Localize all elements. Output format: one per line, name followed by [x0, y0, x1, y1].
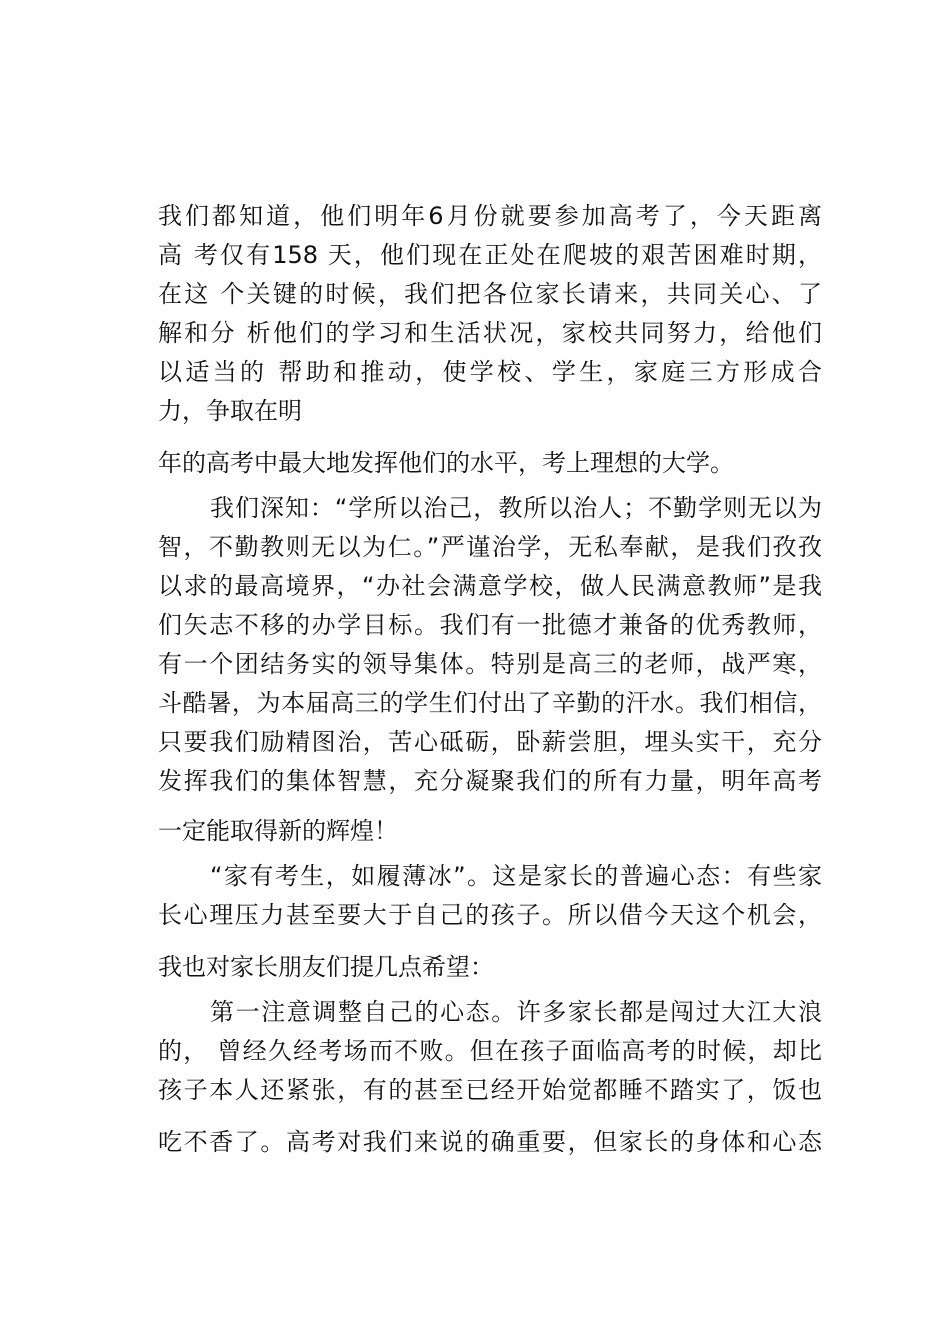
text-line: 我们深知：“学所以治己，教所以治人；不勤学则无以为	[210, 494, 822, 522]
text-line: 我也对家长朋友们提几点希望：	[158, 953, 494, 981]
text-line: “家有考生，如履薄冰”。这是家长的普遍心态：有些家	[210, 862, 822, 890]
text-line: 以求的最高境界，“办社会满意学校，做人民满意教师”是我	[158, 572, 822, 600]
text-line: 的， 曾经久经考场而不败。但在孩子面临高考的时候，却比	[158, 1037, 822, 1065]
text-line: 智，不勤教则无以为仁。”严谨治学，无私奉献，是我们孜孜	[158, 533, 822, 561]
text-line: 们矢志不移的办学目标。我们有一批德才兼备的优秀教师，	[158, 611, 822, 639]
text-line: 只要我们励精图治，苦心砥砺，卧薪尝胆，埋头实干，充分	[158, 728, 822, 756]
text-line: 以适当的 帮助和推动，使学校、学生，家庭三方形成合	[158, 358, 822, 386]
text-line: 力，争取在明	[158, 397, 302, 425]
text-line: 有一个团结务实的领导集体。特别是高三的老师，战严寒，	[158, 650, 822, 678]
text-line: 发挥我们的集体智慧，充分凝聚我们的所有力量，明年高考	[158, 767, 822, 795]
text-line: 一定能取得新的辉煌！	[158, 817, 398, 845]
text-line: 年的高考中最大地发挥他们的水平，考上理想的大学。	[158, 449, 734, 477]
text-line: 高 考仅有158 天，他们现在正处在爬坡的艰苦困难时期，	[158, 241, 822, 269]
text-line: 解和分 析他们的学习和生活状况，家校共同努力，给他们	[158, 319, 822, 347]
text-line: 第一注意调整自己的心态。许多家长都是闯过大江大浪	[210, 998, 822, 1026]
text-line: 吃不香了。高考对我们来说的确重要，但家长的身体和心态	[158, 1128, 822, 1156]
text-line: 长心理压力甚至要大于自己的孩子。所以借今天这个机会，	[158, 901, 822, 929]
text-line: 在这 个关键的时候，我们把各位家长请来，共同关心、了	[158, 280, 822, 308]
text-line: 孩子本人还紧张，有的甚至已经开始觉都睡不踏实了，饭也	[158, 1076, 822, 1104]
text-line: 我们都知道，他们明年6月份就要参加高考了，今天距离	[158, 202, 822, 230]
text-line: 斗酷暑，为本届高三的学生们付出了辛勤的汗水。我们相信，	[158, 689, 822, 717]
